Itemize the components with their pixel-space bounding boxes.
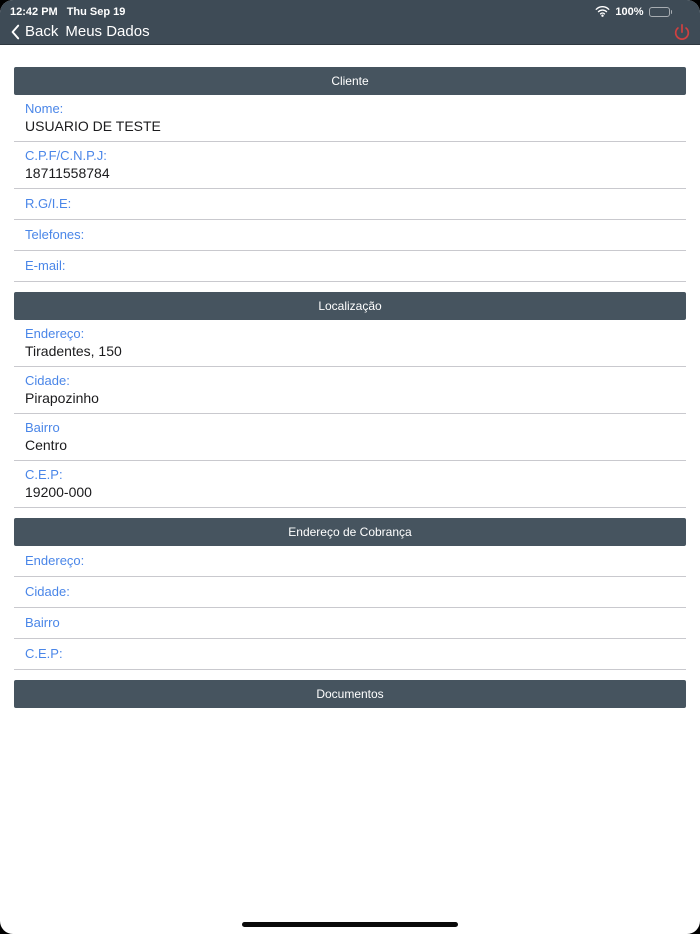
section-rows [14,320,686,508]
field-label: C.E.P: [25,646,63,661]
field-value: Centro [25,437,68,453]
section-header: Endereço de Cobrança [14,518,686,546]
field-value: Tiradentes, 150 [25,343,122,359]
status-bar [0,0,700,21]
field-label: Bairro [25,420,60,435]
section-header: Localização [14,292,686,320]
content [14,67,686,708]
field-value: 18711558784 [25,165,110,181]
field-row[interactable] [14,639,686,670]
field-value: USUARIO DE TESTE [25,118,161,134]
field-row[interactable] [14,367,686,414]
back-button[interactable] [10,23,58,40]
page-title: Meus Dados [65,22,150,40]
status-time: 12:42 PM [10,5,58,18]
field-row[interactable] [14,608,686,639]
field-row[interactable] [14,577,686,608]
field-label: C.E.P: [25,467,63,482]
power-icon [673,22,691,40]
field-row[interactable] [14,95,686,142]
battery-icon [649,7,673,17]
field-label: C.P.F/C.N.P.J: [25,148,107,163]
field-row[interactable] [14,461,686,508]
nav-bar [0,21,700,44]
section [14,292,686,508]
top-bar [0,0,700,45]
field-row[interactable] [14,189,686,220]
field-label: Bairro [25,615,60,630]
status-date: Thu Sep 19 [66,5,126,18]
field-row[interactable] [14,320,686,367]
home-indicator[interactable] [242,922,458,927]
field-row[interactable] [14,142,686,189]
wifi-icon [595,6,610,17]
battery-percent: 100% [615,5,644,18]
section-rows [14,95,686,282]
logout-button[interactable] [673,22,691,40]
field-value: 19200-000 [25,484,92,500]
back-label: Back [25,22,59,40]
field-row[interactable] [14,414,686,461]
chevron-left-icon [10,23,20,40]
field-label: Endereço: [25,553,85,568]
section [14,67,686,282]
field-label: Endereço: [25,326,85,341]
field-label: Cidade: [25,373,70,388]
field-label: R.G/I.E: [25,196,72,211]
field-label: Cidade: [25,584,70,599]
field-row[interactable] [14,546,686,577]
field-label: Telefones: [25,227,85,242]
field-row[interactable] [14,251,686,282]
field-row[interactable] [14,220,686,251]
section [14,680,686,708]
section [14,518,686,670]
field-label: Nome: [25,101,64,116]
section-header: Cliente [14,67,686,95]
field-label: E-mail: [25,258,66,273]
field-value: Pirapozinho [25,390,99,406]
section-rows [14,546,686,670]
section-header: Documentos [14,680,686,708]
